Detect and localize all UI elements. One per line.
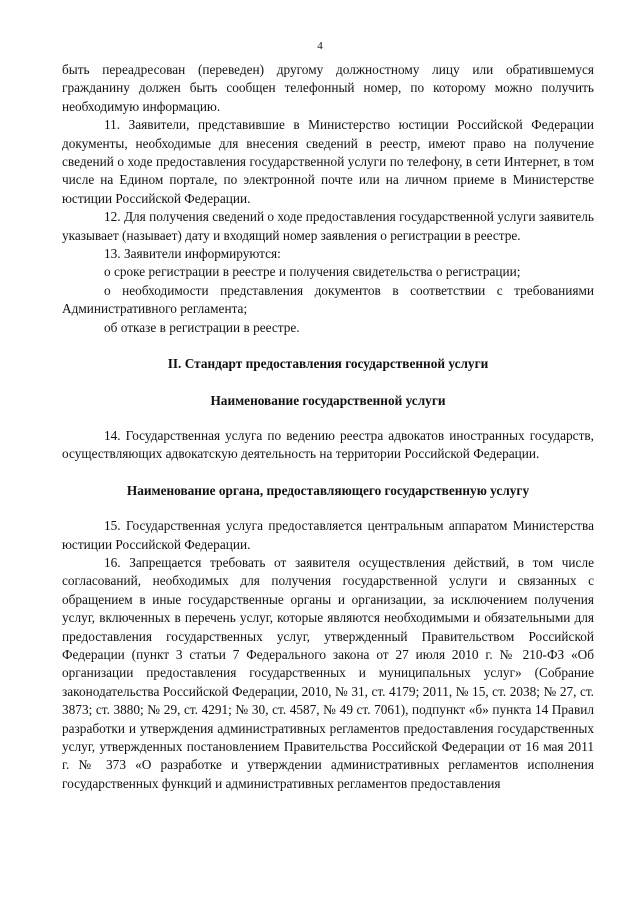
section-heading: II. Стандарт предоставления государственной услуги xyxy=(167,356,489,372)
list-item-documents-required: о необходимости представления документов в соответствии с требованиями Административного регламента; xyxy=(62,282,594,317)
subheading-service-name: Наименование государственной услуги xyxy=(210,392,446,408)
paragraph-13: 13. Заявители информируются: xyxy=(104,246,281,262)
paragraph-11: 11. Заявители, представившие в Министерство юстиции Российской Федерации документы, необходимые для внесения сведений в реестр, имеют право на получение сведений о ходе предоставления государственной услуги по телефону, в сети Интернет, в том числе на Едином портале, по электронной почте или на личном приеме в Министерстве юстиции Российской Федерации. xyxy=(62,117,594,206)
list-item-registration-refusal: об отказе в регистрации в реестре. xyxy=(104,319,300,335)
paragraph-15: 15. Государственная услуга предоставляется центральным аппаратом Министерства юстиции Российской Федерации. xyxy=(62,518,594,552)
subheading-authority: Наименование органа, предоставляющего государственную услугу xyxy=(126,482,530,498)
list-item-registration-term: о сроке регистрации в реестре и получения свидетельства о регистрации; xyxy=(104,264,521,280)
paragraph-continuation: быть переадресован (переведен) другому должностному лицу или обратившемуся гражданину должен быть сообщен телефонный номер, по которому можно получить необходимую информацию. xyxy=(62,62,594,114)
page-number: 4 xyxy=(317,40,323,52)
document-body xyxy=(62,61,594,793)
paragraph-14: 14. Государственная услуга по ведению реестра адвокатов иностранных государств, осуществляющих адвокатскую деятельность на территории Российской Федерации. xyxy=(62,427,594,462)
paragraph-12: 12. Для получения сведений о ходе предоставления государственной услуги заявитель указывает (называет) дату и входящий номер заявления о регистрации в реестре. xyxy=(62,209,594,243)
paragraph-16: 16. Запрещается требовать от заявителя осуществления действий, в том числе согласований, необходимых для получения государственной услуги и связанных с обращением в иные государственные органы и организации, за исключением получения услуг, включенных в перечень услуг, которые являются необходимыми и обязательными для предоставления государственных услуг, утвержденный Правительством Российской Федерации (пункт 3 статьи 7 Федерального закона от 27 июля 2010 г. № 210-ФЗ «Об организации предоставления государственных и муниципальных услуг» (Собрание законодательства Российской Федерации, 2010, № 31, ст. 4179; 2011, № 15, ст. 2038; № 27, ст. 3873; ст. 3880; № 29, ст. 4291; № 30, ст. 4587, № 49 ст. 7061), подпункт «б» пункта 14 Правил разработки и утверждения административных регламентов предоставления государственных услуг, утвержденных постановлением Правительства Российской Федерации от 16 мая 2011 г. № 373 «О разработке и утверждении административных регламентов исполнения государственных функций и административных регламентов предоставления xyxy=(62,554,594,791)
